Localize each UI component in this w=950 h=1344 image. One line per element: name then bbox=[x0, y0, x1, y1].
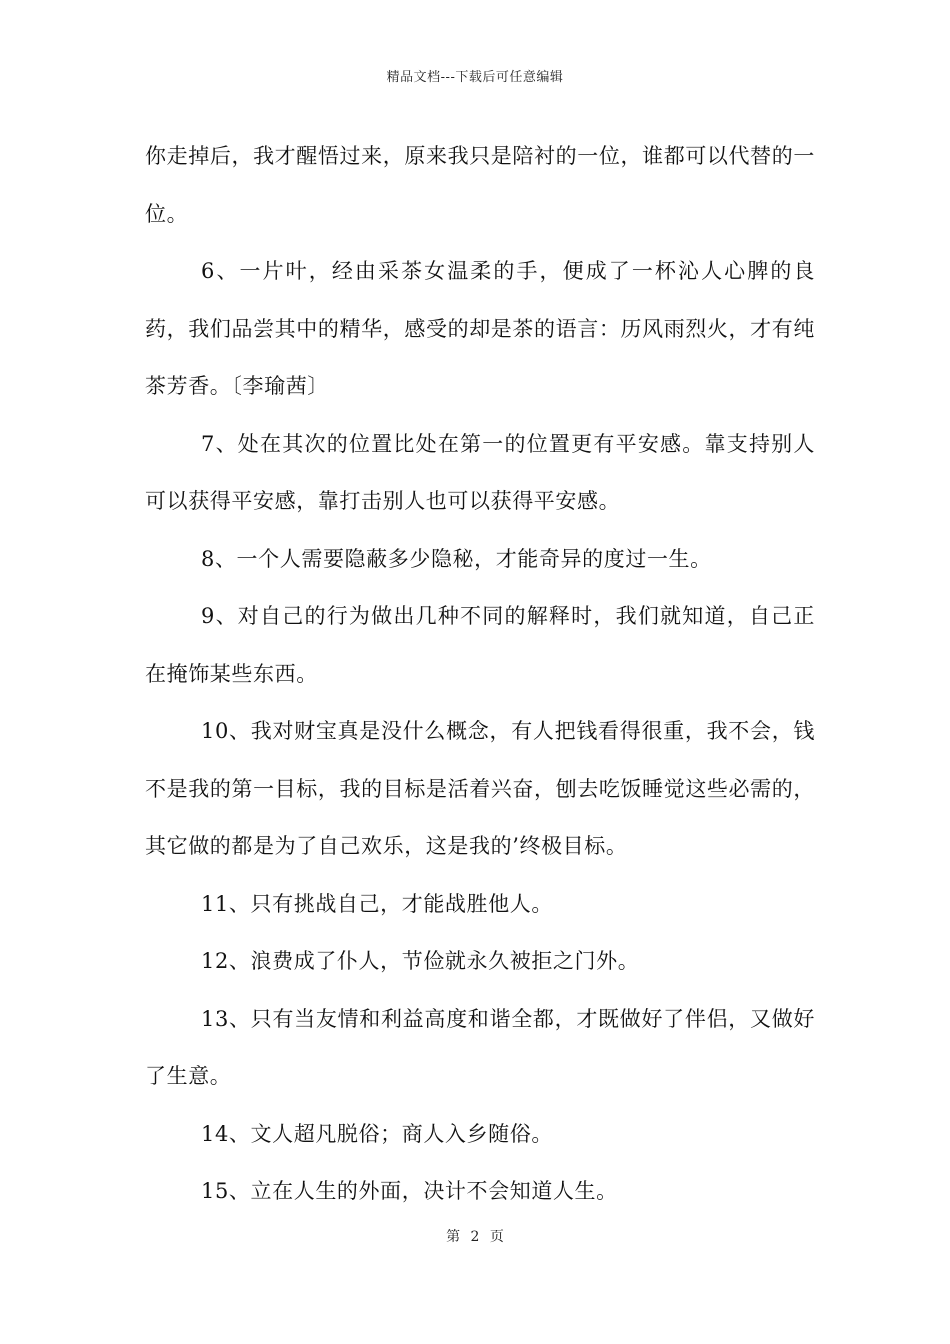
paragraph: 10、我对财宝真是没什么概念，有人把钱看得很重，我不会，钱不是我的第一目标，我的目标是活着兴奋，刨去吃饭睡觉这些必需的，其它做的都是为了自己欢乐，这是我的’终极目标。 bbox=[145, 719, 815, 858]
paragraph: 12、浪费成了仆人，节俭就永久被拒之门外。 bbox=[201, 949, 640, 973]
page-number-suffix: 页 bbox=[489, 1229, 504, 1245]
document-body bbox=[145, 128, 815, 1221]
header-text: 精品文档---下载后可任意编辑 bbox=[386, 70, 564, 85]
page-header bbox=[0, 66, 950, 85]
paragraph: 14、文人超凡脱俗；商人入乡随俗。 bbox=[201, 1121, 553, 1146]
page-number-prefix: 第 bbox=[446, 1229, 461, 1245]
paragraph: 9、对自己的行为做出几种不同的解释时，我们就知道，自己正在掩饰某些东西。 bbox=[145, 604, 815, 686]
paragraph: 8、一个人需要隐蔽多少隐秘，才能奇异的度过一生。 bbox=[201, 546, 712, 571]
page-number: 2 bbox=[470, 1229, 480, 1245]
paragraph: 15、立在人生的外面，决计不会知道人生。 bbox=[201, 1179, 618, 1203]
paragraph: 13、只有当友情和利益高度和谐全都，才既做好了伴侣，又做好了生意。 bbox=[145, 1006, 815, 1088]
paragraph: 11、只有挑战自己，才能战胜他人。 bbox=[201, 891, 553, 916]
page-footer bbox=[0, 1226, 950, 1246]
paragraph: 你走掉后，我才醒悟过来，原来我只是陪衬的一位，谁都可以代替的一位。 bbox=[145, 144, 815, 226]
paragraph: 7、处在其次的位置比处在第一的位置更有平安感。靠支持别人可以获得平安感，靠打击别人也可以获得平安感。 bbox=[145, 431, 815, 513]
paragraph: 6、一片叶，经由采茶女温柔的手，便成了一杯沁人心脾的良药，我们品尝其中的精华，感受的却是茶的语言：历风雨烈火，才有纯茶芳香。〔李瑜茜〕 bbox=[145, 259, 815, 398]
